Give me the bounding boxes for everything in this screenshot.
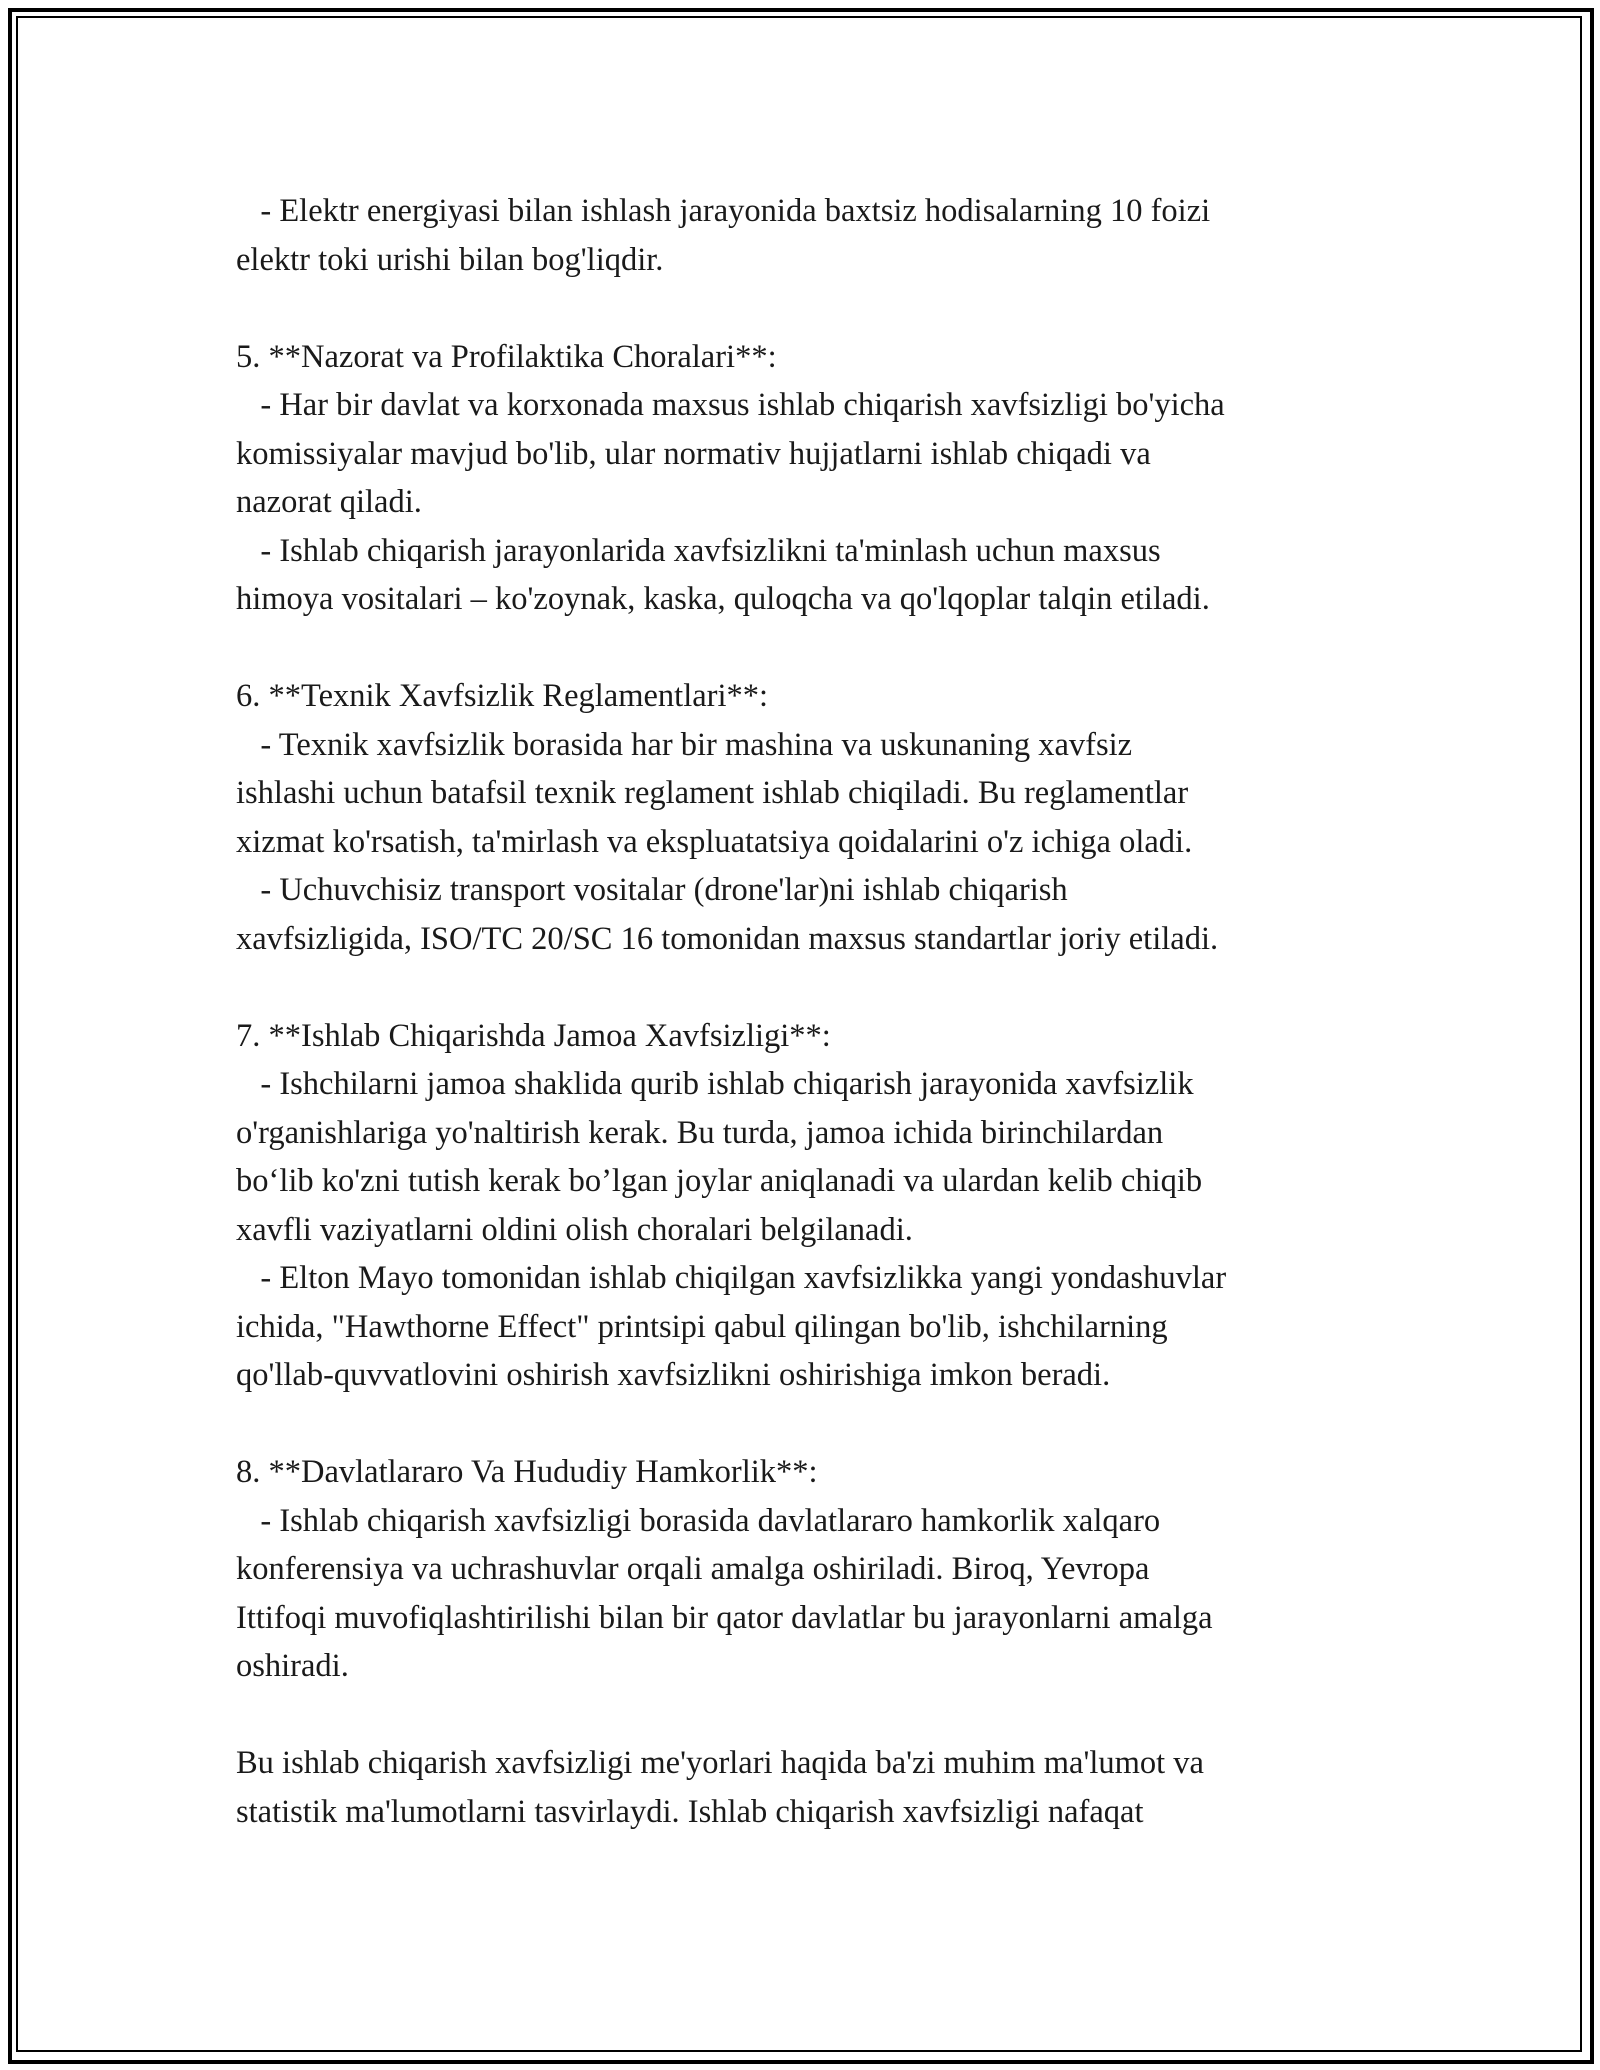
electric-accident-note	[236, 187, 1376, 284]
text-line: nazorat qiladi.	[236, 484, 422, 520]
section-8	[236, 1448, 1376, 1691]
text-line: - Elektr energiyasi bilan ishlash jarayonida baxtsiz hodisalarning 10 foizi	[236, 193, 1211, 229]
text-line: elektr toki urishi bilan bog'liqdir.	[236, 241, 664, 278]
text-line: xizmat ko'rsatish, ta'mirlash va ekspluatatsiya qoidalarini o'z ichiga oladi.	[236, 823, 1193, 860]
text-line: - Ishlab chiqarish jarayonlarida xavfsizlikni ta'minlash uchun maxsus	[236, 532, 1161, 569]
text-line: - Ishlab chiqarish xavfsizligi borasida davlatlararo hamkorlik xalqaro	[236, 1502, 1161, 1539]
conclusion-paragraph	[236, 1739, 1376, 1836]
paragraph-gap	[236, 624, 1376, 673]
section-heading: 7. **Ishlab Chiqarishda Jamoa Xavfsizligi**:	[236, 1017, 831, 1054]
text-line: statistik ma'lumotlarni tasvirlaydi. Ishlab chiqarish xavfsizligi nafaqat	[236, 1793, 1144, 1830]
section-heading: 8. **Davlatlararo Va Hududiy Hamkorlik**:	[236, 1454, 818, 1490]
text-line: - Ishchilarni jamoa shaklida qurib ishlab chiqarish jarayonida xavfsizlik	[236, 1066, 1194, 1102]
text-line: konferensiya va uchrashuvlar orqali amalga oshiriladi. Biroq, Yevropa	[236, 1551, 1150, 1587]
text-line: xavfli vaziyatlarni oldini olish choralari belgilanadi.	[236, 1211, 913, 1248]
paragraph-gap	[236, 1691, 1376, 1740]
text-line: Bu ishlab chiqarish xavfsizligi me'yorlari haqida ba'zi muhim ma'lumot va	[236, 1745, 1204, 1781]
text-line: himoya vositalari – ko'zoynak, kaska, quloqcha va qo'lqoplar talqin etiladi.	[236, 581, 1210, 617]
text-line: - Har bir davlat va korxonada maxsus ishlab chiqarish xavfsizligi bo'yicha	[236, 387, 1225, 423]
section-6	[236, 672, 1376, 963]
text-line: - Uchuvchisiz transport vositalar (drone'lar)ni ishlab chiqarish	[236, 872, 1068, 908]
text-line: o'rganishlariga yo'naltirish kerak. Bu turda, jamoa ichida birinchilardan	[236, 1114, 1164, 1151]
section-5	[236, 333, 1376, 624]
text-line: Ittifoqi muvofiqlashtirilishi bilan bir qator davlatlar bu jarayonlarni amalga	[236, 1599, 1213, 1636]
paragraph-gap	[236, 1400, 1376, 1449]
text-line: komissiyalar mavjud bo'lib, ular normativ hujjatlarni ishlab chiqadi va	[236, 435, 1151, 472]
text-line: oshiradi.	[236, 1648, 349, 1684]
paragraph-gap	[236, 284, 1376, 333]
section-heading: 5. **Nazorat va Profilaktika Choralari**:	[236, 338, 777, 375]
text-line: bo‘lib ko'zni tutish kerak bo’lgan joylar aniqlanadi va ulardan kelib chiqib	[236, 1163, 1203, 1199]
paragraph-gap	[236, 963, 1376, 1012]
text-line: - Texnik xavfsizlik borasida har bir mashina va uskunaning xavfsiz	[236, 726, 1133, 763]
text-line: xavfsizligida, ISO/TC 20/SC 16 tomonidan maxsus standartlar joriy etiladi.	[236, 920, 1219, 957]
section-7	[236, 1012, 1376, 1400]
document-body	[236, 187, 1376, 1836]
section-heading: 6. **Texnik Xavfsizlik Reglamentlari**:	[236, 678, 769, 714]
text-line: ishlashi uchun batafsil texnik reglament ishlab chiqiladi. Bu reglamentlar	[236, 775, 1189, 811]
text-line: ichida, "Hawthorne Effect" printsipi qabul qilingan bo'lib, ishchilarning	[236, 1308, 1168, 1345]
text-line: - Elton Mayo tomonidan ishlab chiqilgan xavfsizlikka yangi yondashuvlar	[236, 1260, 1227, 1296]
text-line: qo'llab-quvvatlovini oshirish xavfsizlikni oshirishiga imkon beradi.	[236, 1357, 1111, 1393]
